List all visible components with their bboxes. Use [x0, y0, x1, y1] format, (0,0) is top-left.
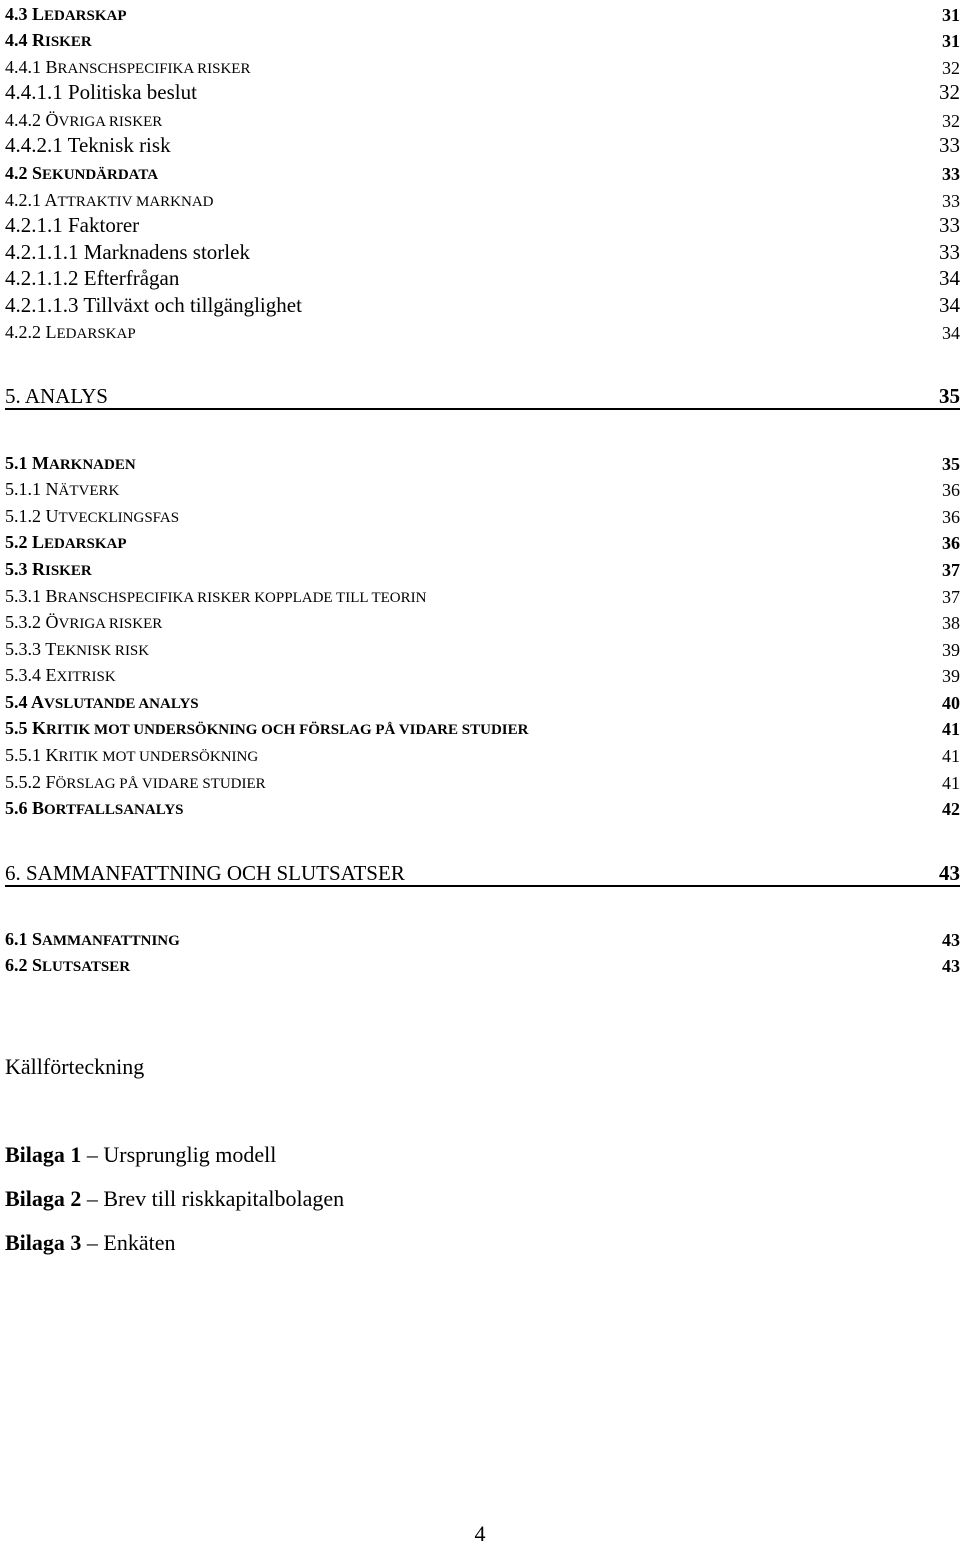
toc-entry	[5, 714, 960, 738]
toc-entry-page: 32	[942, 111, 960, 131]
toc-entry-title	[5, 58, 250, 77]
toc-entry-title	[5, 480, 119, 499]
toc-entry-number: 4.2.1	[5, 190, 45, 210]
toc-entry-page: 33	[942, 191, 960, 211]
toc-entry-initial: F	[45, 772, 56, 792]
toc-entry-title	[5, 135, 171, 156]
toc-entry	[5, 318, 960, 342]
toc-entry-number: 4.2	[5, 163, 32, 183]
toc-entry-initial: M	[32, 453, 49, 473]
toc-entry	[5, 106, 960, 130]
toc-entry-number: 5.5.2	[5, 772, 46, 792]
toc-entry-initial: Efterfrågan	[83, 266, 180, 290]
toc-entry-smallcaps: VRIGA RISKER	[58, 616, 163, 632]
toc-entry	[5, 53, 960, 77]
toc-entry-number: 5.3.1	[5, 586, 46, 606]
toc-entry-page: 32	[939, 80, 960, 104]
appendix-3	[5, 1232, 176, 1254]
toc-entry-initial: B	[45, 57, 58, 77]
toc-entry-page: 35	[939, 384, 960, 408]
toc-entry	[5, 132, 960, 156]
toc-entry-initial: L	[45, 322, 57, 342]
toc-entry-page: 34	[942, 323, 960, 343]
toc-entry-page: 36	[942, 480, 960, 500]
toc-entry-initial: S	[32, 929, 43, 949]
page-number: 4	[474, 1521, 486, 1546]
appendix-1	[5, 1144, 276, 1166]
appendix-2-dash: –	[81, 1186, 104, 1211]
toc-entry-initial: L	[32, 4, 45, 24]
toc-entry-number: 4.4	[5, 30, 32, 50]
toc-entry-initial: B	[45, 586, 58, 606]
toc-entry	[5, 159, 960, 183]
toc-entry-number: 4.2.1.1.2	[5, 266, 84, 290]
toc-entry-page: 40	[942, 693, 960, 713]
toc-entry-initial: Marknadens storlek	[83, 240, 250, 264]
toc-entry-smallcaps: RITIK MOT UNDERSÖKNING	[58, 749, 259, 765]
toc-entry-title	[5, 746, 258, 765]
toc-entry-number: 5.5.1	[5, 745, 46, 765]
toc-entry-initial: S	[32, 163, 43, 183]
toc-entry-number: 4.4.2	[5, 110, 46, 130]
toc-entry-page: 43	[942, 956, 960, 976]
toc-entry-smallcaps: AMMANFATTNING	[42, 933, 180, 949]
toc-entry-title	[5, 215, 139, 236]
toc-entry-page: 41	[942, 746, 960, 766]
appendix-1-title: Ursprunglig modell	[103, 1142, 277, 1167]
appendix-2-title: Brev till riskkapitalbolagen	[103, 1186, 345, 1211]
toc-entry-smallcaps: LUTSATSER	[42, 959, 131, 975]
toc-entry-initial: N	[45, 479, 59, 499]
toc-entry	[5, 26, 960, 50]
toc-entry-initial: T	[45, 639, 57, 659]
toc-entry-title	[5, 242, 250, 263]
toc-entry-initial: R	[32, 30, 45, 50]
toc-entry	[5, 265, 960, 289]
toc-entry-page: 34	[939, 293, 960, 317]
toc-entry-number: 4.4.2.1	[5, 133, 68, 157]
toc-entry-smallcaps: ISKER	[45, 563, 92, 579]
toc-entry	[5, 239, 960, 263]
toc-entry-initial: Ö	[45, 612, 59, 632]
appendix-3-dash: –	[81, 1230, 104, 1255]
toc-entry	[5, 925, 960, 949]
toc-entry-number: 4.2.2	[5, 322, 46, 342]
toc-entry-page: 38	[942, 613, 960, 633]
toc-entry-title	[5, 640, 149, 659]
toc-entry-title	[5, 533, 127, 552]
toc-entry-title	[5, 666, 116, 685]
references-heading: Källförteckning	[5, 1054, 145, 1079]
toc-entry-number: 5.1.2	[5, 506, 46, 526]
toc-entry-initial: Ö	[45, 110, 59, 130]
toc-entry-page: 39	[942, 640, 960, 660]
toc-entry-number: 4.2.1.1.3	[5, 293, 84, 317]
toc-entry-title	[5, 560, 92, 579]
toc-entry-smallcaps: EDARSKAP	[44, 8, 127, 24]
toc-entry-smallcaps: TVECKLINGSFAS	[58, 510, 180, 526]
toc-entry-title	[5, 930, 180, 949]
toc-entry-title	[5, 613, 162, 632]
toc-entry-page: 43	[939, 861, 960, 885]
toc-entry-page: 33	[942, 164, 960, 184]
toc-entry-smallcaps: RANSCHSPECIFIKA RISKER	[57, 61, 251, 77]
toc-entry-smallcaps: EKUNDÄRDATA	[42, 167, 159, 183]
toc-entry-initial: S	[32, 955, 43, 975]
toc-entry-smallcaps: ARKNADEN	[49, 457, 136, 473]
toc-entry	[5, 794, 960, 818]
toc-entry-page: 36	[942, 533, 960, 553]
toc-entry	[5, 475, 960, 499]
toc-entry-number: 5.3	[5, 559, 32, 579]
toc-entry-number: 5.3.2	[5, 612, 46, 632]
toc-entry-title	[5, 295, 302, 316]
toc-entry-number: 5.2	[5, 532, 32, 552]
toc-entry	[5, 582, 960, 606]
toc-entry-number: 4.3	[5, 4, 32, 24]
toc-entry	[5, 502, 960, 526]
toc-entry-page: 34	[939, 266, 960, 290]
toc-entry-page: 33	[939, 213, 960, 237]
toc-entry-number: 5.5	[5, 718, 32, 738]
toc-entry-initial: SAMMANFATTNING OCH SLUTSATSER	[26, 861, 405, 885]
toc-entry	[5, 186, 960, 210]
toc-entry-title	[5, 773, 266, 792]
toc-entry	[5, 688, 960, 712]
toc-entry-smallcaps: ÖRSLAG PÅ VIDARE STUDIER	[55, 776, 266, 792]
toc-entry-page: 36	[942, 507, 960, 527]
toc-entry-smallcaps: VSLUTANDE ANALYS	[44, 696, 199, 712]
toc-entry-initial: ANALYS	[24, 384, 108, 408]
toc-entry	[5, 768, 960, 792]
toc-entry-title	[5, 863, 405, 884]
toc-entry	[5, 449, 960, 473]
toc-entry-number: 5.6	[5, 798, 32, 818]
toc-entry-page: 31	[942, 31, 960, 51]
toc-entry-smallcaps: EKNISK RISK	[56, 643, 150, 659]
toc-entry-title	[5, 587, 426, 606]
toc-entry-initial: A	[44, 190, 58, 210]
toc-entry-page: 32	[942, 58, 960, 78]
toc-entry-number: 6.1	[5, 929, 32, 949]
toc-entry-page: 37	[942, 560, 960, 580]
appendix-1-dash: –	[81, 1142, 104, 1167]
toc-entry-page: 33	[939, 240, 960, 264]
toc-entry	[5, 635, 960, 659]
appendix-2	[5, 1188, 344, 1210]
toc-entry-initial: R	[32, 559, 45, 579]
toc-entry-smallcaps: ORTFALLSANALYS	[44, 802, 184, 818]
toc-entry-number: 4.4.1	[5, 57, 46, 77]
toc-entry-smallcaps: VRIGA RISKER	[58, 114, 163, 130]
toc-entry	[5, 608, 960, 632]
toc-entry-number: 5.3.4	[5, 665, 46, 685]
toc-entry	[5, 292, 960, 316]
toc-entry-title	[5, 268, 179, 289]
toc-entry-page: 41	[942, 719, 960, 739]
toc-entry	[5, 661, 960, 685]
toc-entry-number: 4.2.1.1	[5, 213, 68, 237]
toc-entry	[5, 860, 960, 887]
toc-entry-smallcaps: ÄTVERK	[58, 483, 120, 499]
toc-entry-page: 31	[942, 5, 960, 25]
toc-entry	[5, 79, 960, 103]
toc-entry-title	[5, 5, 127, 24]
toc-entry-title	[5, 719, 528, 738]
toc-entry-smallcaps: RITIK MOT UNDERSÖKNING OCH FÖRSLAG PÅ VIDARE STUDIER	[46, 722, 529, 738]
toc-entry	[5, 951, 960, 975]
toc-entry-number: 6.2	[5, 955, 32, 975]
toc-entry-initial: U	[45, 506, 59, 526]
toc-entry-title	[5, 507, 179, 526]
toc-entry-page: 41	[942, 773, 960, 793]
toc-entry-page: 37	[942, 587, 960, 607]
toc-entry-title	[5, 454, 136, 473]
toc-entry	[5, 383, 960, 410]
toc-entry-number: 4.4.1.1	[5, 80, 68, 104]
toc-entry-initial: L	[32, 532, 45, 552]
toc-entry-initial: K	[32, 718, 47, 738]
toc-entry-page: 33	[939, 133, 960, 157]
toc-entry-number: 4.2.1.1.1	[5, 240, 84, 264]
toc-entry-page: 35	[942, 454, 960, 474]
toc-entry	[5, 741, 960, 765]
toc-entry-title	[5, 323, 136, 342]
toc-entry-page: 42	[942, 799, 960, 819]
toc-entry-title	[5, 82, 197, 103]
toc-entry-smallcaps: RANSCHSPECIFIKA RISKER KOPPLADE TILL TEORIN	[57, 590, 427, 606]
toc-entry-title	[5, 386, 108, 407]
toc-entry-initial: Tillväxt och tillgänglighet	[83, 293, 302, 317]
toc-entry	[5, 0, 960, 24]
toc-entry-number: 5.4	[5, 692, 32, 712]
toc-entry-number: 5.	[5, 384, 25, 408]
toc-entry-page: 43	[942, 930, 960, 950]
toc-entry-title	[5, 31, 92, 50]
appendix-3-label: Bilaga 3	[5, 1230, 82, 1255]
toc-entry-initial: K	[45, 745, 59, 765]
toc-entry-number: 5.1.1	[5, 479, 46, 499]
toc-entry	[5, 528, 960, 552]
toc-entry	[5, 555, 960, 579]
toc-entry-title	[5, 956, 130, 975]
appendix-2-label: Bilaga 2	[5, 1186, 82, 1211]
toc-entry-smallcaps: TTRAKTIV MARKNAD	[57, 194, 214, 210]
toc-entry-number: 5.1	[5, 453, 32, 473]
toc-entry-number: 6.	[5, 861, 26, 885]
toc-entry-initial: A	[31, 692, 45, 712]
toc-entry-initial: B	[32, 798, 45, 818]
toc-entry-initial: Politiska beslut	[68, 80, 197, 104]
appendix-1-label: Bilaga 1	[5, 1142, 82, 1167]
toc-entry-smallcaps: XITRISK	[56, 669, 116, 685]
toc-entry-title	[5, 191, 214, 210]
toc-entry-page: 39	[942, 666, 960, 686]
toc-entry-title	[5, 164, 158, 183]
toc-entry-smallcaps: EDARSKAP	[44, 536, 127, 552]
toc-entry-title	[5, 799, 184, 818]
toc-entry-initial: Faktorer	[68, 213, 140, 237]
toc-entry-smallcaps: ISKER	[45, 34, 92, 50]
toc-entry-smallcaps: EDARSKAP	[56, 326, 136, 342]
toc-entry-title	[5, 693, 199, 712]
toc-entry-number: 5.3.3	[5, 639, 46, 659]
toc-entry-initial: E	[45, 665, 57, 685]
toc-entry	[5, 212, 960, 236]
toc-entry-title	[5, 111, 162, 130]
appendix-3-title: Enkäten	[103, 1230, 176, 1255]
toc-entry-initial: Teknisk risk	[67, 133, 171, 157]
